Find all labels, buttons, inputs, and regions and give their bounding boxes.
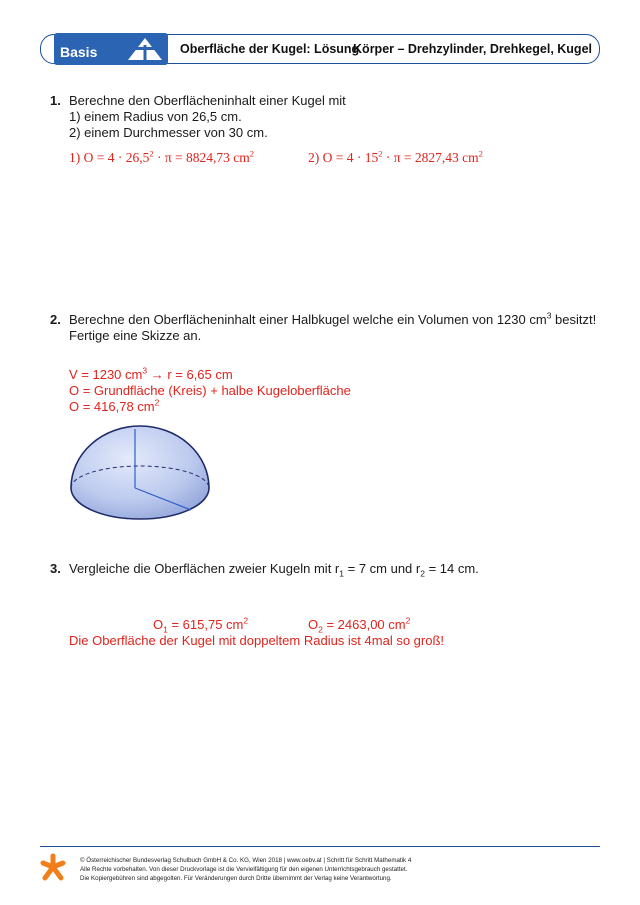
page-header [40, 34, 600, 64]
level-badge [54, 33, 168, 65]
task-prompt: Berechne den Oberflächeninhalt einer Halbkugel welche ein Volumen von 1230 $cm^3$ besitzt! [69, 310, 597, 327]
hemisphere-sketch [68, 420, 214, 522]
publisher-logo-icon [40, 853, 66, 881]
task-prompt: Berechne den Oberflächeninhalt einer Kugel mit [69, 93, 346, 108]
solution-2: 2) $O = 4 \cdot 15^2 \cdot \pi = 2827,43$ $cm^2$ [308, 148, 483, 165]
solution-conclusion: Die Oberfläche der Kugel mit doppeltem Radius ist 4mal so groß! [69, 633, 445, 648]
pyramid-icon [126, 36, 164, 62]
footer-line-2: Alle Rechte vorbehalten. Von dieser Druckvorlage ist die Vervielfältigung für den eigenen Unterrichtsgebrauch gestattet. [80, 866, 408, 874]
task-item-1: 1) einem Radius von 26,5 cm. [69, 109, 242, 124]
solution-line-1: V = 1230 $cm^3 \to r = 6,65$ cm [69, 365, 233, 382]
task-prompt: Vergleiche die Oberflächen zweier Kugeln mit $r_1 = 7$ cm und $r_2 = 14$ cm. [69, 561, 479, 579]
solution-line-2: O = Grundfläche (Kreis) + halbe Kugeloberfläche [69, 383, 351, 398]
solution-o2: $O_2 = 2463,00$ $cm^2$ [308, 615, 411, 635]
task-number: 1. [50, 93, 61, 108]
worksheet-title: Oberfläche der Kugel: Lösung [180, 42, 360, 56]
task-prompt-2: Fertige eine Skizze an. [69, 328, 202, 343]
task-number: 2. [50, 312, 61, 327]
footer-line-1: © Österreichischer Bundesverlag Schulbuch GmbH & Co. KG, Wien 2018 | www.oebv.at | Schritt für Schritt Mathematik 4 [80, 857, 412, 864]
footer-copyright [80, 856, 411, 884]
solution-o1: $O_1 = 615,75$ $cm^2$ [153, 615, 249, 635]
task-number: 3. [50, 561, 61, 576]
task-item-2: 2) einem Durchmesser von 30 cm. [69, 125, 268, 140]
solution-1: 1) $O = 4 \cdot 26,5^2 \cdot \pi = 8824,73$ $cm^2$ [69, 148, 255, 165]
footer-divider [40, 846, 600, 847]
footer-line-3: Die Kopiergebühren sind abgegolten. Für Veränderungen durch Dritte übernimmt der Verlag keine Verantwortung. [80, 875, 392, 883]
badge-label: Basis [60, 44, 98, 60]
solution-line-3: O = 416,78 $cm^2$ [69, 397, 160, 414]
worksheet-topic: Körper – Drehzylinder, Drehkegel, Kugel [353, 42, 592, 56]
